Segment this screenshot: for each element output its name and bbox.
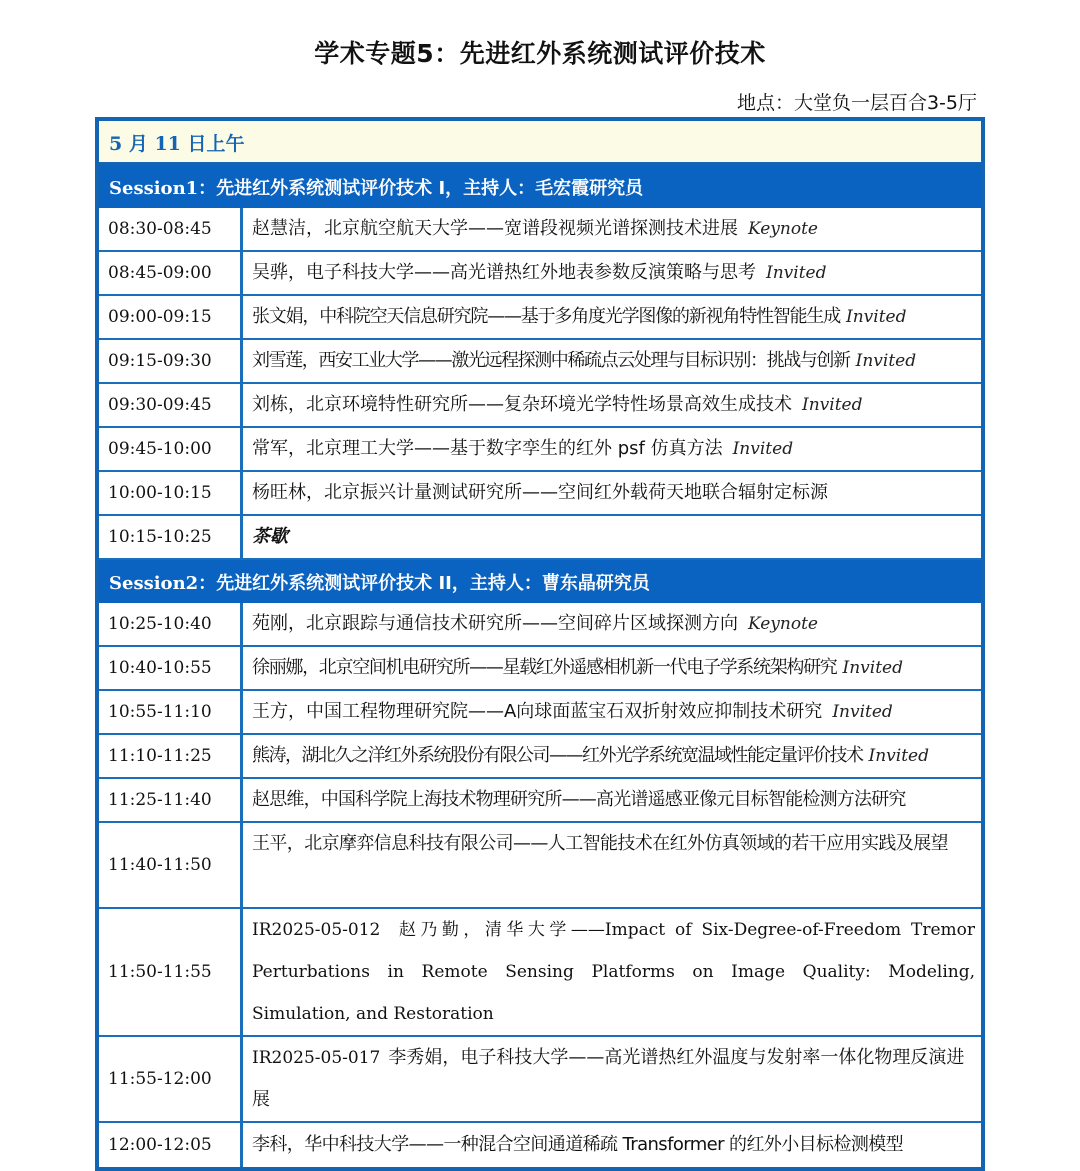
talk-text: 李秀娟，电子科技大学——高光谱热红外温度与发射率一体化物理反演进展: [252, 1047, 965, 1110]
talk-text: 赵慧洁，北京航空航天大学——宽谱段视频光谱探测技术进展: [252, 218, 738, 239]
talk-text: 徐丽娜，北京空间机电研究所——星载红外遥感相机新一代电子学系统架构研究: [252, 657, 837, 678]
talk-cell: [243, 735, 981, 777]
talk-cell: [243, 779, 981, 821]
table-row-break: [99, 516, 981, 560]
talk-text: 刘栋，北京环境特性研究所——复杂环境光学特性场景高效生成技术: [252, 394, 792, 415]
talk-text: 王方，中国工程物理研究院——A向球面蓝宝石双折射效应抑制技术研究: [252, 701, 823, 722]
table-row: [99, 603, 981, 647]
table-row: [99, 252, 981, 296]
talk-cell: [243, 296, 981, 338]
table-row: [99, 472, 981, 516]
talk-tag: Invited: [855, 351, 917, 371]
table-row: [99, 1123, 981, 1167]
talk-tag: Invited: [842, 658, 903, 678]
time-cell: 09:45-10:00: [99, 428, 243, 470]
talk-cell: [243, 208, 981, 250]
talk-cell: [243, 252, 981, 294]
table-row: [99, 428, 981, 472]
tea-break-label: 茶歇: [252, 526, 288, 547]
table-row: [99, 735, 981, 779]
session-title: 先进红外系统测试评价技术 II，主持人：曹东晶研究员: [216, 572, 650, 594]
time-cell: 09:30-09:45: [99, 384, 243, 426]
session-header-1: [99, 165, 981, 208]
talk-cell: [243, 472, 981, 514]
schedule-table: [95, 117, 985, 1171]
table-row: [99, 384, 981, 428]
page-title: 学术专题5：先进红外系统测试评价技术: [314, 39, 766, 68]
paper-code: IR2025-05-012: [252, 920, 381, 940]
talk-tag: Invited: [868, 746, 929, 766]
session-header-2: [99, 560, 981, 603]
time-cell: 09:00-09:15: [99, 296, 243, 338]
venue-label: 地点：大堂负一层百合3-5厅: [736, 92, 977, 114]
talk-cell: [243, 1123, 981, 1167]
talk-tag: Invited: [732, 439, 794, 459]
time-cell: 10:00-10:15: [99, 472, 243, 514]
time-cell: 10:40-10:55: [99, 647, 243, 689]
talk-text: 李科，华中科技大学——一种混合空间通道稀疏 Transformer 的红外小目标检测模型: [252, 1134, 904, 1155]
talk-cell: [243, 823, 981, 907]
time-cell: 09:15-09:30: [99, 340, 243, 382]
date-header: [99, 121, 981, 165]
talk-cell: [243, 691, 981, 733]
session-title: 先进红外系统测试评价技术 I，主持人：毛宏霞研究员: [216, 177, 644, 199]
table-row: [99, 647, 981, 691]
talk-text: 王平，北京摩弈信息科技有限公司——人工智能技术在红外仿真领域的若干应用实践及展望: [252, 833, 948, 854]
time-cell: 08:45-09:00: [99, 252, 243, 294]
session-prefix: Session1：: [109, 177, 217, 199]
time-cell: 11:50-11:55: [99, 909, 243, 1035]
time-cell: 11:25-11:40: [99, 779, 243, 821]
talk-tag: Invited: [846, 307, 907, 327]
talk-text: 赵乃勤，清华大学——Impact of Six-Degree-of-Freedom Tremor Perturbations in Remote Sensing Platforms on Image Quality: Modeling, Simulation, and Restoration: [252, 920, 975, 1024]
talk-cell: [243, 603, 981, 645]
talk-text: 苑刚，北京跟踪与通信技术研究所——空间碎片区域探测方向: [252, 613, 738, 634]
time-cell: 11:55-12:00: [99, 1037, 243, 1121]
time-cell: 10:55-11:10: [99, 691, 243, 733]
table-row: [99, 208, 981, 252]
table-row: [99, 823, 981, 909]
talk-cell: [243, 384, 981, 426]
table-row: [99, 296, 981, 340]
talk-text: 张文娟，中科院空天信息研究院——基于多角度光学图像的新视角特性智能生成: [252, 306, 840, 327]
talk-cell: [243, 428, 981, 470]
talk-tag: Invited: [766, 263, 827, 283]
time-cell: 11:40-11:50: [99, 823, 243, 907]
talk-cell: [243, 340, 981, 382]
time-cell: 08:30-08:45: [99, 208, 243, 250]
talk-tag: Keynote: [748, 614, 818, 634]
talk-text: 刘雪莲，西安工业大学——激光远程探测中稀疏点云处理与目标识别：挑战与创新: [252, 350, 850, 371]
time-cell: 10:25-10:40: [99, 603, 243, 645]
talk-tag: Invited: [832, 702, 893, 722]
table-row: [99, 779, 981, 823]
table-row: [99, 691, 981, 735]
paper-code: IR2025-05-017: [252, 1048, 381, 1068]
talk-text: 杨旺林，北京振兴计量测试研究所——空间红外载荷天地联合辐射定标源: [252, 482, 828, 503]
talk-text: 熊涛，湖北久之洋红外系统股份有限公司——红外光学系统宽温域性能定量评价技术: [252, 745, 863, 766]
time-cell: 10:15-10:25: [99, 516, 243, 558]
talk-cell: [243, 1037, 981, 1121]
talk-tag: Keynote: [748, 219, 818, 239]
table-row: [99, 909, 981, 1037]
talk-tag: Invited: [802, 395, 863, 415]
table-row: [99, 340, 981, 384]
table-row: [99, 1037, 981, 1123]
talk-text: 常军，北京理工大学——基于数字孪生的红外 psf 仿真方法: [252, 438, 723, 459]
talk-cell: [243, 909, 981, 1035]
session-prefix: Session2：: [109, 572, 217, 594]
time-cell: 11:10-11:25: [99, 735, 243, 777]
talk-text: 吴骅，电子科技大学——高光谱热红外地表参数反演策略与思考: [252, 262, 756, 283]
time-cell: 12:00-12:05: [99, 1123, 243, 1167]
talk-cell: [243, 647, 981, 689]
date-label: 5 月 11 日上午: [109, 133, 245, 155]
talk-text: 赵思维，中国科学院上海技术物理研究所——高光谱遥感亚像元目标智能检测方法研究: [252, 789, 906, 810]
talk-cell: [243, 516, 981, 558]
